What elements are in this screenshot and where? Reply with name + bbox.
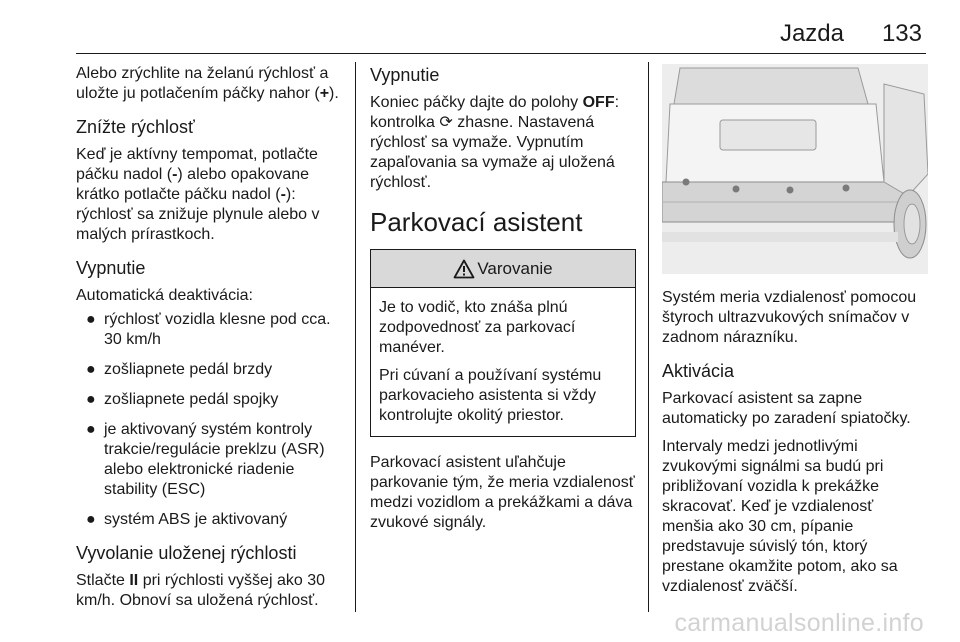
reduce-paragraph: Keď je aktívny tempomat, potlačte páčku nadol (-) alebo opakovane krátko potlačte páčku nadol (-): rýchlosť sa znižuje plynule alebo v malých prírastkoch.	[76, 146, 320, 243]
parking-assist-paragraph: Parkovací asistent uľahčuje parkovanie tým, že meria vzdialenosť medzi vozidlom a prekážkami a dáva zvukové signály.	[370, 454, 635, 531]
list-item: ● zošliapnete pedál brzdy	[86, 361, 273, 378]
section-title: Jazda	[779, 20, 844, 47]
page-header	[76, 20, 926, 56]
list-item: ● zošliapnete pedál spojky	[86, 391, 279, 408]
list-item: ● rýchlosť vozidla klesne pod cca. 30 km/h	[86, 311, 331, 348]
warning-title: Varovanie	[477, 258, 553, 278]
auto-deactivation-label: Automatická deaktivácia:	[76, 287, 253, 304]
warning-title-bar	[371, 250, 635, 288]
warning-box	[370, 249, 636, 437]
cruise-control-indicator-icon: ⟳	[439, 114, 453, 131]
warning-text-1: Je to vodič, kto znáša plnú zodpovednosť za parkovací manéver.	[379, 299, 576, 356]
column-2	[370, 64, 636, 541]
heading-reduce-speed: Znížte rýchlosť	[76, 117, 195, 137]
illustration-caption: Systém meria vzdialenosť pomocou štyroch ultrazvukových snímačov v zadnom nárazníku.	[662, 289, 917, 346]
column-1	[76, 64, 344, 619]
deactivation-list	[76, 310, 344, 530]
activation-paragraph: Parkovací asistent sa zapne automaticky po zaradení spiatočky.	[662, 390, 911, 427]
heading-switch-off-2: Vypnutie	[370, 65, 440, 85]
warning-triangle-icon	[453, 259, 475, 279]
heading-recall-speed: Vyvolanie uloženej rýchlosti	[76, 543, 297, 563]
heading-switch-off: Vypnutie	[76, 258, 146, 278]
warning-text-2: Pri cúvaní a používaní systému parkovacieho asistenta si vždy kontrolujte okolitý priestor.	[379, 367, 602, 424]
column-divider-2	[648, 62, 649, 612]
column-divider-1	[355, 62, 356, 612]
warning-body	[371, 288, 635, 436]
column-3	[662, 64, 928, 605]
heading-parking-assist: Parkovací asistent	[370, 207, 583, 237]
watermark-text: carmanualsonline.info	[674, 609, 924, 637]
recall-paragraph: Stlačte II pri rýchlosti vyššej ako 30 km/h. Obnoví sa uložená rýchlosť.	[76, 572, 325, 609]
header-rule	[76, 53, 926, 54]
list-item: ● systém ABS je aktivovaný	[86, 511, 288, 528]
list-item: ● je aktivovaný systém kontroly trakcie/regulácie preklzu (ASR) alebo elektronické riadenie stability (ESC)	[86, 421, 325, 498]
off-paragraph: Koniec páčky dajte do polohy OFF: kontrolka ⟳ zhasne. Nastavená rýchlosť sa vymaže. Vypnutím zapaľovania sa vymaže aj uložená rýchlosť.	[370, 94, 620, 191]
heading-activation: Aktivácia	[662, 361, 735, 381]
interval-paragraph: Intervaly medzi jednotlivými zvukovými signálmi sa budú pri približovaní vozidla k prekážke skracovať. Keď je vzdialenosť menšia ako 30 cm, pípanie predstavuje súvislý tón, ktorý prestane okamžite potom, ako sa vzdialenosť zväčší.	[662, 438, 898, 595]
rear-bumper-sensors-illustration	[662, 64, 928, 274]
page-number: 133	[881, 20, 922, 47]
intro-paragraph: Alebo zrýchlite na želanú rýchlosť a uložte ju potlačením páčky nahor (+).	[76, 65, 339, 102]
